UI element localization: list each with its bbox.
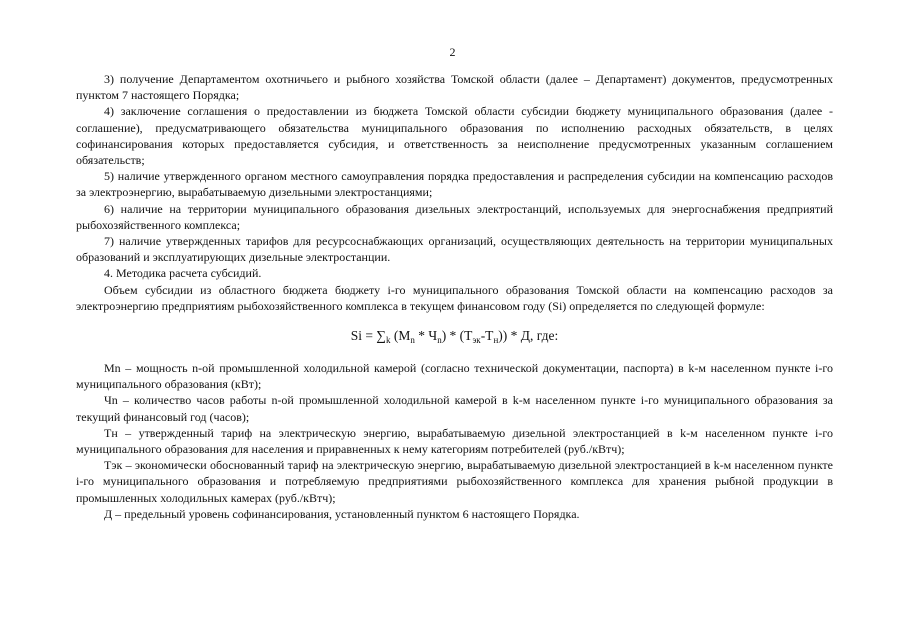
definition-tek: Тэк – экономически обоснованный тариф на электрическую энергию, вырабатываемую дизельной электростанцией в k-м населенном пункте i-го муниципального образования и потребляемую предприятиями рыбохозяйственного комплекса для хранения рыбной продукции в промышленных холодильных камерах (руб./кВтч); xyxy=(76,458,833,505)
formula-part: ) * (Т xyxy=(441,328,473,344)
definition-chn: Чn – количество часов работы n-ой промышленной холодильной камерой в k-м населенном пункте i-го муниципального образования за текущий финансовый год (часов); xyxy=(76,393,833,424)
condition-item-3: 3) получение Департаментом охотничьего и рыбного хозяйства Томской области (далее – Департамент) документов, предусмотренных пунктом 7 настоящего Порядка; xyxy=(76,72,833,103)
condition-item-7: 7) наличие утвержденных тарифов для ресурсоснабжающих организаций, осуществляющих деятельность на территории муниципальных образований и эксплуатирующих дизельные электростанции. xyxy=(76,234,833,265)
formula-subscript: n xyxy=(437,335,442,346)
condition-item-5: 5) наличие утвержденного органом местного самоуправления порядка предоставления и распределения субсидии на компенсацию расходов за электроэнергию, вырабатываемую дизельными электростанциями; xyxy=(76,169,833,200)
definition-mn: Мn – мощность n-ой промышленной холодильной камерой (согласно технической документации, паспорта) в k-м населенном пункте i-го муниципального образования (кВт); xyxy=(76,361,833,392)
formula-part: * Ч xyxy=(414,328,438,344)
formula-part: Si = ∑ xyxy=(350,328,387,344)
formula-subscript: н xyxy=(493,335,499,346)
formula-intro: Объем субсидии из областного бюджета бюджету i-го муниципального образования Томской области на компенсацию расходов за электроэнергию предприятиям рыбохозяйственного комплекса в текущем финансовом году (Si) определяется по следующей формуле: xyxy=(76,282,833,313)
definition-tn: Тн – утвержденный тариф на электрическую энергию, вырабатываемую дизельной электростанцией в k-м населенном пункте i-го муниципального образования для населения и приравненных к нему категориям потребителей (руб./кВтч); xyxy=(76,425,833,457)
document-body xyxy=(76,71,833,522)
formula-part: (М xyxy=(390,328,411,344)
formula-part: -Т xyxy=(480,328,494,344)
formula-subscript: k xyxy=(386,335,391,346)
formula-subscript: n xyxy=(410,335,415,346)
definition-d: Д – предельный уровень софинансирования, установленный пунктом 6 настоящего Порядка. xyxy=(104,506,580,521)
condition-item-6: 6) наличие на территории муниципального образования дизельных электростанций, используемых для энергоснабжения предприятий рыбохозяйственного комплекса; xyxy=(76,201,833,232)
formula-part: )) * Д, где: xyxy=(498,328,559,344)
condition-item-4: 4) заключение соглашения о предоставлении из бюджета Томской области субсидии бюджету муниципального образования (далее - соглашение), предусматривающего обязательства муниципального образования по исполнению расходных обязательств, в целях софинансирования которых предоставляется субсидия, и ответственность за неисполнение предусмотренных указанным соглашением обязательств; xyxy=(76,104,833,168)
section-heading: 4. Методика расчета субсидий. xyxy=(104,266,262,281)
subsidy-formula xyxy=(76,326,833,346)
formula-subscript: эк xyxy=(472,335,481,346)
formula-definitions xyxy=(76,360,833,522)
page-number: 2 xyxy=(449,45,456,59)
